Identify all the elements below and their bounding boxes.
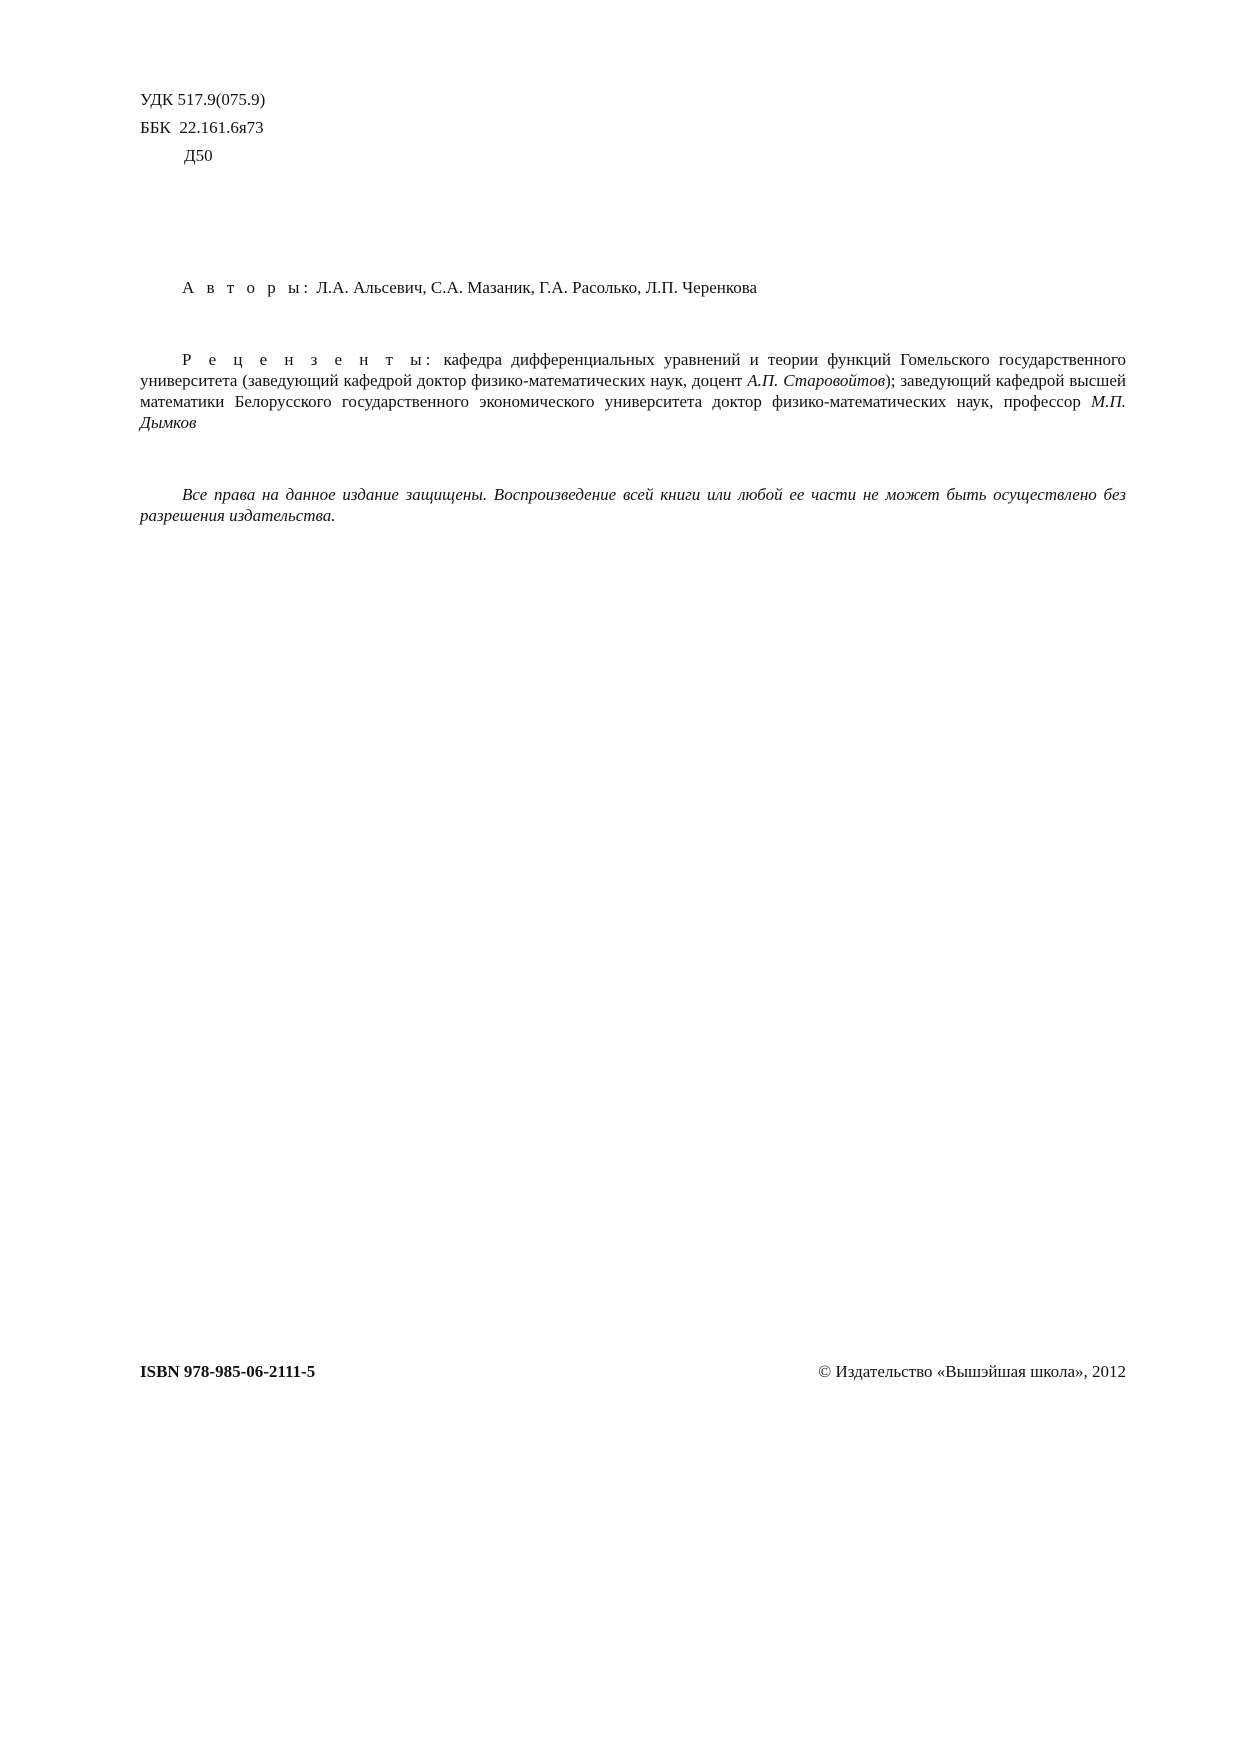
rights-notice: Все права на данное издание защищены. Воспроизведение всей книги или любой ее части не может быть осуществлено без разрешения издательства. <box>140 485 1126 525</box>
authors-paragraph <box>140 277 1126 298</box>
bbk-code: ББК 22.161.6я73 <box>140 118 264 137</box>
reviewers-text-2: ); заведующий кафедрой высшей математики Белорусского государственного экономического университета доктор физико-математических наук, профессор <box>140 371 1127 411</box>
reviewers-text-1: кафедра дифференциальных уравнений и теории функций Гомельского государственного университета (заведующий кафедрой доктор физико-математических наук, доцент <box>140 350 1126 390</box>
copyright-notice: © Издательство «Вышэйшая школа», 2012 <box>818 1362 1126 1381</box>
imprint-footer <box>140 1361 1126 1383</box>
udk-code: УДК 517.9(075.9) <box>140 90 266 109</box>
reviewers-paragraph <box>140 349 1126 433</box>
reviewer-name-2: М.П. Дымков <box>140 392 1126 432</box>
reviewers-label: Р е ц е н з е н т ы: <box>182 350 435 369</box>
reviewer-name-1: А.П. Старовойтов <box>747 371 886 390</box>
author-mark: Д50 <box>184 146 213 165</box>
isbn-number: ISBN 978-985-06-2111-5 <box>140 1362 316 1381</box>
authors-names: Л.А. Альсевич, С.А. Мазаник, Г.А. Расолько, Л.П. Черенкова <box>316 278 758 297</box>
classification-codes <box>140 86 265 170</box>
authors-label: А в т о р ы: <box>182 278 313 297</box>
